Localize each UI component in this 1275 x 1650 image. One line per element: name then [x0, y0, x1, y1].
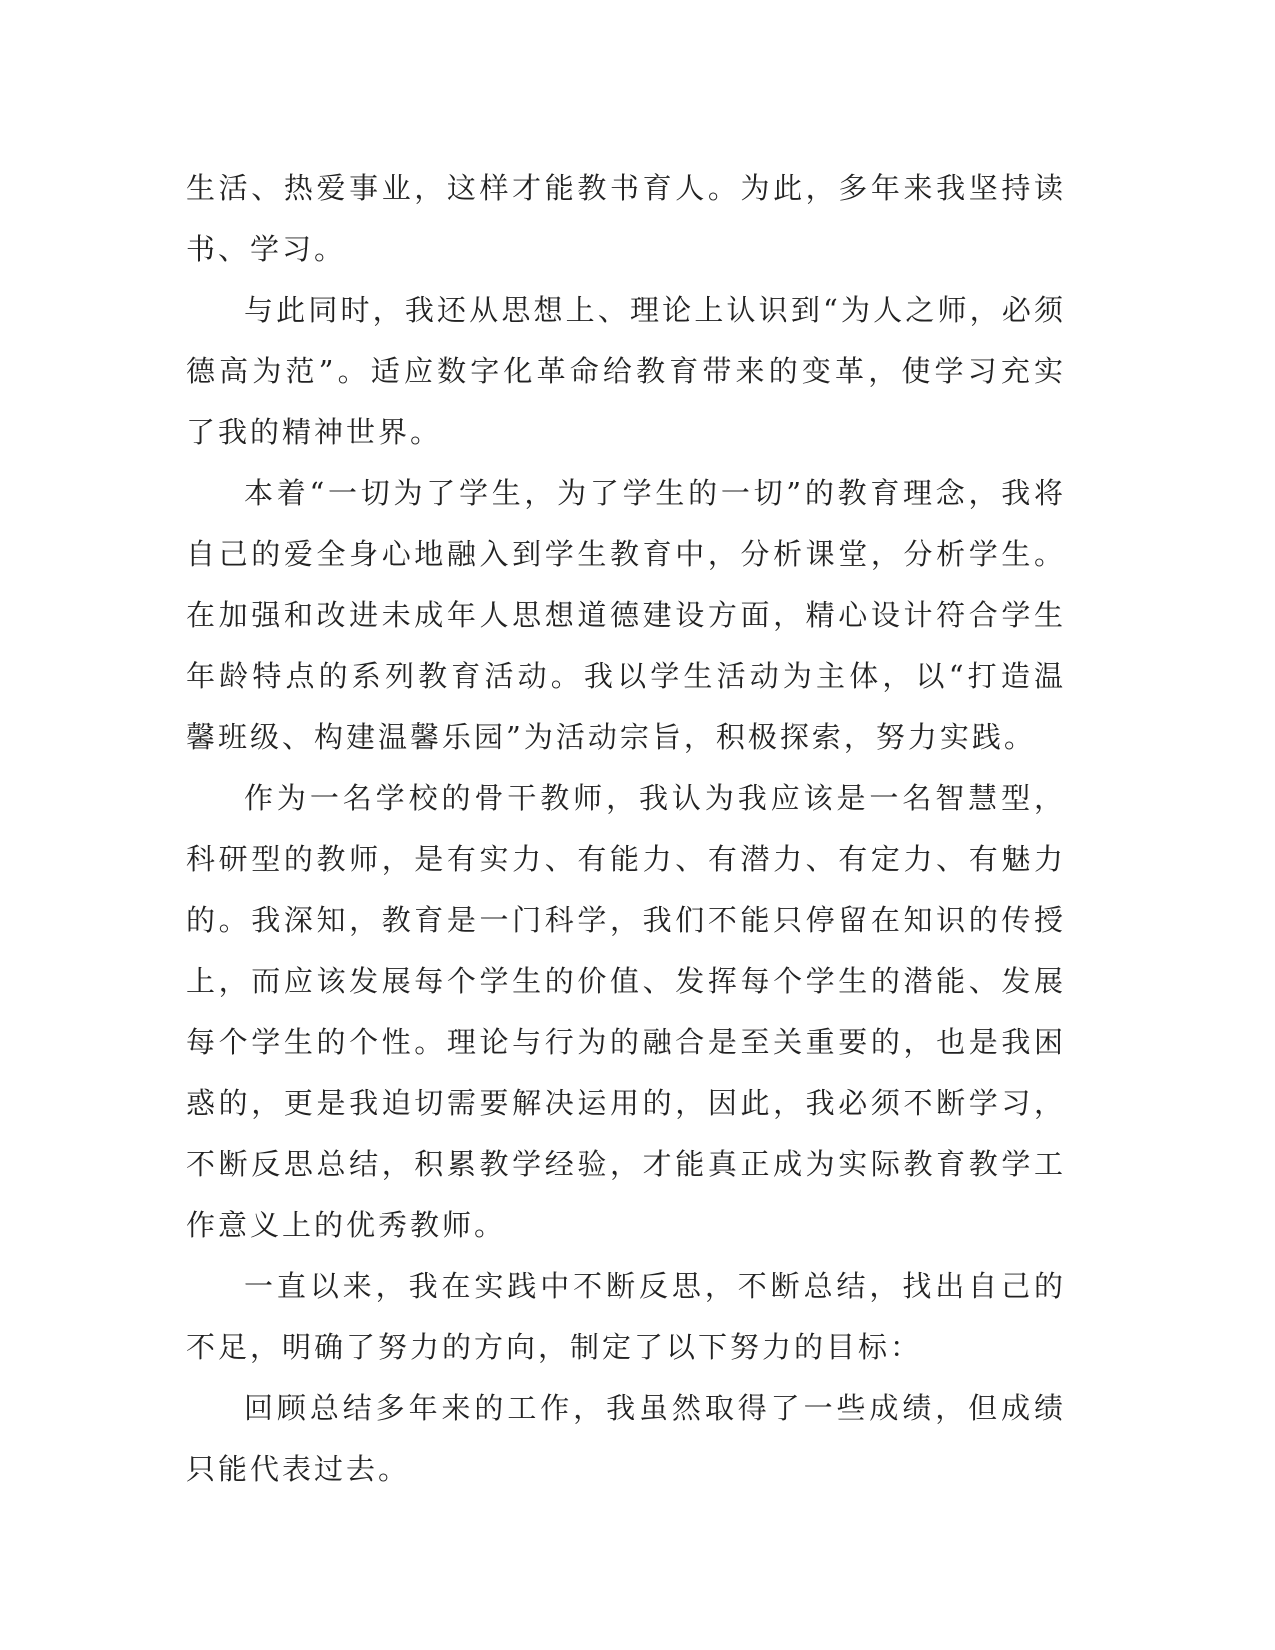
document-body [186, 158, 1066, 1500]
paragraph-3: 本着“一切为了学生，为了学生的一切”的教育理念，我将自己的爱全身心地融入到学生教育中，分析课堂，分析学生。在加强和改进未成年人思想道德建设方面，精心设计符合学生年龄特点的系列教育活动。我以学生活动为主体，以“打造温馨班级、构建温馨乐园”为活动宗旨，积极探索，努力实践。 [186, 476, 1066, 754]
paragraph-4: 作为一名学校的骨干教师，我认为我应该是一名智慧型，科研型的教师，是有实力、有能力、有潜力、有定力、有魅力的。我深知，教育是一门科学，我们不能只停留在知识的传授上，而应该发展每个学生的价值、发挥每个学生的潜能、发展每个学生的个性。理论与行为的融合是至关重要的，也是我困惑的，更是我迫切需要解决运用的，因此，我必须不断学习，不断反思总结，积累教学经验，才能真正成为实际教育教学工作意义上的优秀教师。 [186, 781, 1066, 1242]
paragraph-2: 与此同时，我还从思想上、理论上认识到“为人之师，必须德高为范”。适应数字化革命给教育带来的变革，使学习充实了我的精神世界。 [186, 293, 1066, 449]
paragraph-5: 一直以来，我在实践中不断反思，不断总结，找出自己的不足，明确了努力的方向，制定了以下努力的目标： [186, 1269, 1066, 1364]
paragraph-1: 生活、热爱事业，这样才能教书育人。为此，多年来我坚持读书、学习。 [186, 171, 1066, 266]
paragraph-6: 回顾总结多年来的工作，我虽然取得了一些成绩，但成绩只能代表过去。 [186, 1391, 1066, 1486]
